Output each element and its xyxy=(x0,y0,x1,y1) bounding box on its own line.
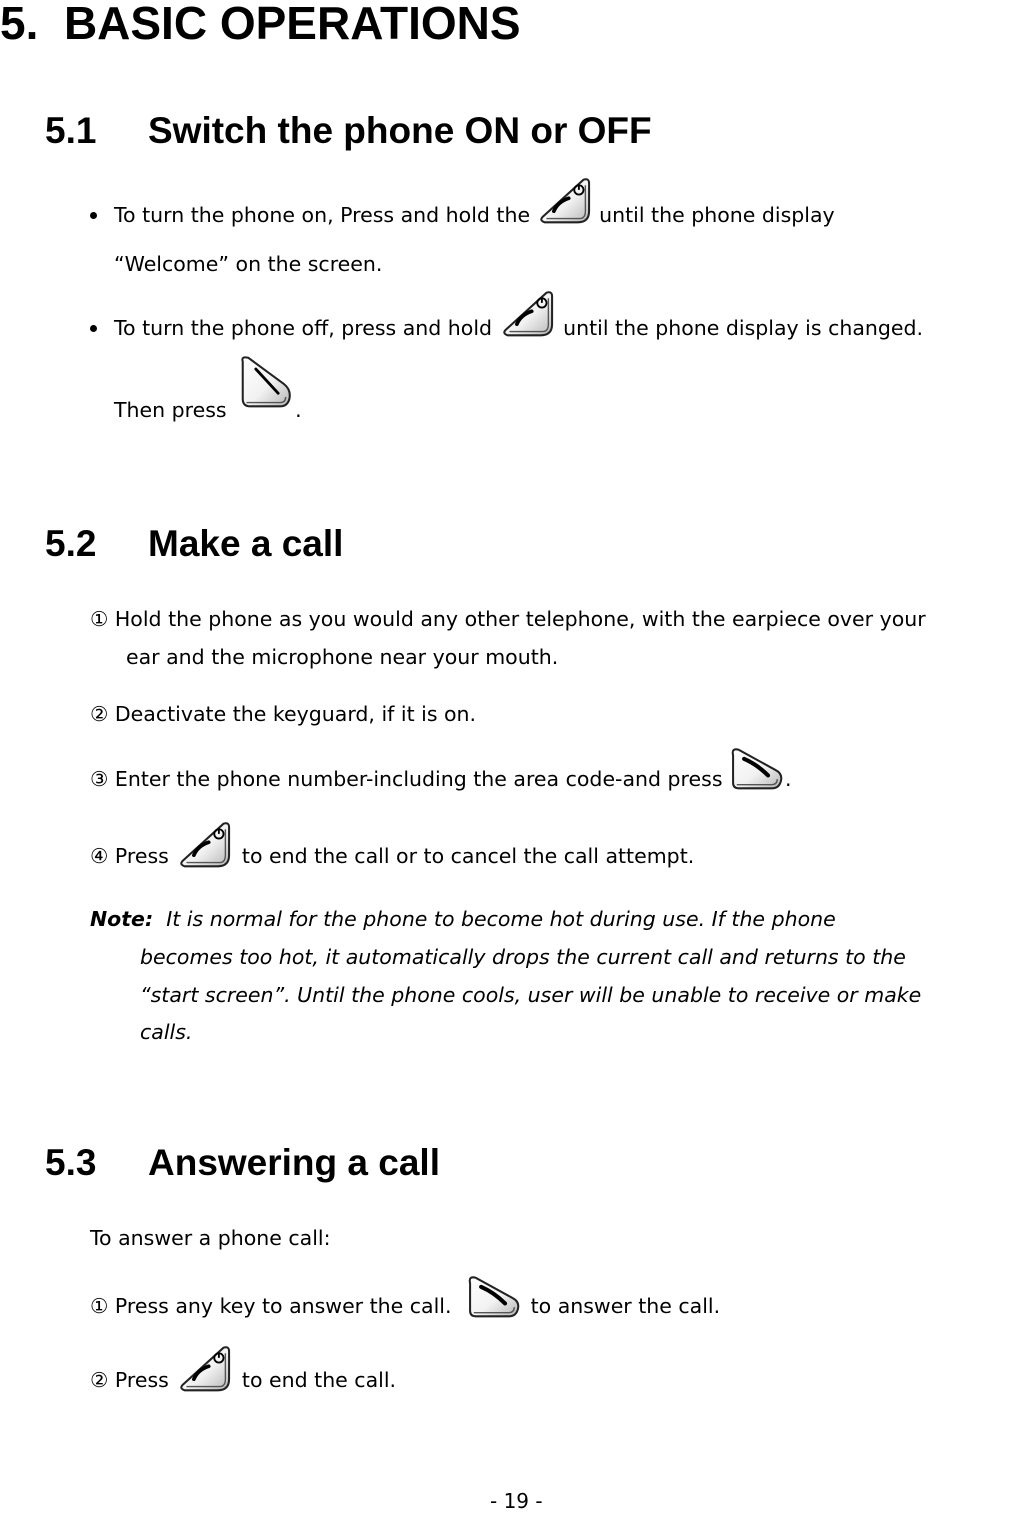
section-title: Make a call xyxy=(148,523,344,564)
note-line-4: calls. xyxy=(140,1020,193,1044)
end-key-icon xyxy=(499,289,557,339)
send-key-icon xyxy=(464,1274,524,1320)
chapter-title-text: BASIC OPERATIONS xyxy=(63,0,521,49)
bullet-2-text-after: until the phone display is changed. xyxy=(563,316,924,340)
answer-step-2-text-after: to end the call. xyxy=(241,1368,397,1392)
step-2: ② Deactivate the keyguard, if it is on. xyxy=(90,702,477,726)
note-label: Note: xyxy=(90,907,154,931)
chapter-number: 5. xyxy=(0,0,39,49)
section-5-3-heading xyxy=(45,1142,440,1184)
step-1-line-1: ① Hold the phone as you would any other telephone, with the earpiece over your xyxy=(90,607,926,631)
note-line-2: becomes too hot, it automatically drops the current call and returns to the xyxy=(140,945,906,969)
bullet-1-line-1 xyxy=(114,205,835,226)
section-title: Answering a call xyxy=(148,1142,440,1183)
note-text: It is normal for the phone to become hot during use. If the phone xyxy=(166,907,836,931)
answer-step-2 xyxy=(90,1368,396,1394)
section-title: Switch the phone ON or OFF xyxy=(148,110,652,151)
bullet-2-text: To turn the phone off, press and hold xyxy=(114,316,493,340)
step-4-text: ④ Press xyxy=(90,844,169,868)
step-3 xyxy=(90,768,792,792)
step-4-text-after: to end the call or to cancel the call attempt. xyxy=(241,844,695,868)
period: . xyxy=(785,767,792,791)
period: . xyxy=(295,398,302,422)
clear-key-icon xyxy=(239,354,295,412)
bullet-icon xyxy=(90,212,97,219)
chapter-title xyxy=(0,0,521,50)
note-line-1 xyxy=(90,909,836,930)
step-3-text: ③ Enter the phone number-including the area code-and press xyxy=(90,767,723,791)
section-5-1-heading xyxy=(45,110,652,152)
section-number: 5.2 xyxy=(45,523,97,564)
bullet-2-line-1 xyxy=(114,318,923,339)
answer-step-1-text-after: to answer the call. xyxy=(530,1294,721,1318)
send-key-icon xyxy=(729,746,785,792)
end-key-icon xyxy=(175,820,235,870)
bullet-2-line-2 xyxy=(114,400,302,421)
bullet-1-line-2: “Welcome” on the screen. xyxy=(114,252,383,276)
bullet-1-text-after: until the phone display xyxy=(599,203,835,227)
section-number: 5.1 xyxy=(45,110,97,151)
answer-step-2-text: ② Press xyxy=(90,1368,169,1392)
page-number: - 19 - xyxy=(490,1489,543,1513)
end-key-icon xyxy=(175,1344,235,1394)
step-4 xyxy=(90,844,694,870)
end-key-icon xyxy=(537,176,593,226)
bullet-2-then-text: Then press xyxy=(114,398,227,422)
answer-step-1 xyxy=(90,1294,720,1320)
section-5-2-heading xyxy=(45,523,344,565)
bullet-1-text: To turn the phone on, Press and hold the xyxy=(114,203,531,227)
bullet-icon xyxy=(90,325,97,332)
note-line-3: “start screen”. Until the phone cools, user will be unable to receive or make xyxy=(140,983,922,1007)
step-1-line-2: ear and the microphone near your mouth. xyxy=(126,645,559,669)
section-number: 5.3 xyxy=(45,1142,97,1183)
answer-step-1-text: ① Press any key to answer the call. xyxy=(90,1294,452,1318)
answer-intro: To answer a phone call: xyxy=(90,1226,331,1250)
